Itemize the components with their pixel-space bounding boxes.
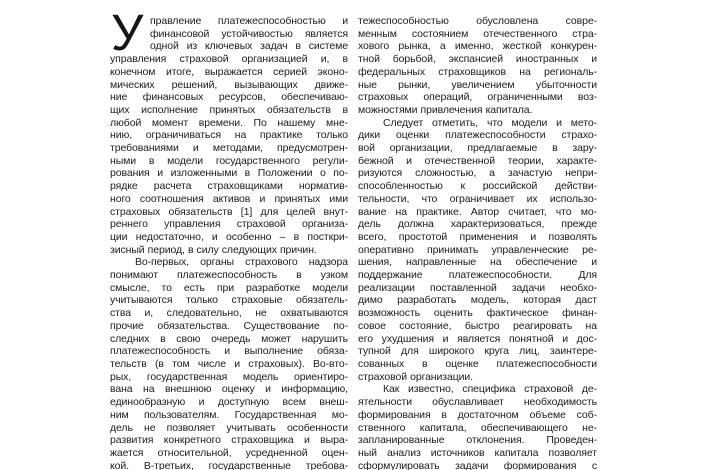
- text-line: щих исполнение принятых обязательств в: [110, 103, 348, 116]
- text-line: управления страховой организацией и, в: [110, 53, 348, 66]
- text-line: ственного капитала, обеспечивающего не-: [358, 421, 597, 434]
- text-line: его ухудшения и является понятной и дос-: [358, 332, 597, 345]
- text-line: реализации поставленной задачи необхо-: [358, 281, 597, 294]
- text-line: мических решений, вызывающих движе-: [110, 78, 348, 91]
- text-line: одной из ключевых задач в системе: [150, 40, 348, 53]
- text-line: можностями привлечения капитала.: [358, 103, 533, 116]
- text-line: рования и изложенными в Положении о по-: [110, 167, 348, 180]
- text-line: понимают платежеспособность в узком: [110, 269, 348, 282]
- text-line: дель не позволяет учитывать особенности: [110, 421, 348, 434]
- text-line: единообразную и доступную всем внеш-: [110, 396, 348, 409]
- text-line: ризуются сложностью, а зачастую непри-: [358, 167, 597, 180]
- text-line: Как известно, специфика страховой де-: [383, 383, 597, 396]
- text-line: всего, простотой применения и позволять: [358, 230, 597, 243]
- text-line: жается относительной, усредненной оцен-: [110, 446, 348, 459]
- text-line: реннего управления страховой организа-: [110, 218, 348, 231]
- text-line: любой момент времени. По нашему мне-: [110, 116, 348, 129]
- text-line: учитываются только страховые обязатель-: [110, 294, 348, 307]
- text-line: развития конкретного страховщика и выра-: [110, 434, 348, 447]
- text-line: возможность оценить фактическое финан-: [358, 307, 597, 320]
- text-line: ными в модели государственного регули-: [110, 154, 348, 167]
- text-line: тежеспособностью обусловлена совре-: [358, 15, 597, 27]
- text-line: вой организации, предлагаемые в зару-: [358, 142, 597, 155]
- text-line: тельств (в том числе и страховых). Во-вто-: [110, 357, 348, 370]
- text-column-left: [110, 4, 348, 470]
- text-line: ним пользователям. Государственная мо-: [110, 408, 348, 421]
- text-line: оперативно принимать управленческие ре-: [358, 243, 597, 256]
- text-line: ятельности обуславливает необходимость: [358, 396, 597, 409]
- text-line: формирования в достаточном объеме соб-: [358, 408, 597, 421]
- text-line: страховой организации.: [358, 370, 473, 383]
- text-line: хового рынка, а именно, жесткой конкурен-: [358, 40, 597, 53]
- text-line: Следует отметить, что модели и мето-: [383, 116, 597, 129]
- text-line: платежеспособность и выполнение обяза-: [110, 345, 348, 358]
- text-line: шения, направленные на обеспечение и: [358, 256, 597, 269]
- text-line: ние финансовых ресурсов, обеспечиваю-: [110, 91, 348, 104]
- text-line: страховых обязательств [1] для целей внут-: [110, 205, 348, 218]
- text-line: поддержание платежеспособности. Для: [358, 269, 597, 282]
- text-line: вание на практике. Автор считает, что мо-: [358, 205, 597, 218]
- text-line: тупной для широкого круга лиц, заинтере-: [358, 345, 597, 358]
- text-line: тельности, что ограничивает их использо-: [358, 192, 597, 205]
- text-line: сованных в оценке платежеспособности: [358, 357, 597, 370]
- dropcap-letter: У: [111, 4, 144, 61]
- text-line: прочие обязательства. Существование по-: [110, 319, 348, 332]
- text-line: ные рынки, увеличением убыточности: [358, 78, 597, 91]
- text-line: финансовой устойчивостью является: [150, 27, 348, 40]
- text-line: вана на внешнюю оценку и информацию,: [110, 383, 348, 396]
- text-line: ства и, следовательно, не охватываются: [110, 307, 348, 320]
- text-line: менным состоянием отечественного стра-: [358, 27, 597, 40]
- text-line: правление платежеспособностью и: [150, 15, 348, 27]
- text-line: конечном итоге, выражается серией эконо-: [110, 65, 348, 78]
- text-line: сформулировать задачи формирования с: [358, 459, 597, 470]
- text-line: дики оценки платежеспособности страхо-: [358, 129, 597, 142]
- text-line: димо разработать модель, которая даст: [358, 294, 597, 307]
- text-line: рых, государственная модель ориентиро-: [110, 370, 348, 383]
- text-line: ции недостаточно, и особенно – в посткри-: [110, 230, 348, 243]
- text-line: дель должна характеризоваться, прежде: [358, 218, 597, 231]
- text-line: ного соотношения активов и принятых ими: [110, 192, 348, 205]
- text-line: страховых операций, ограниченными воз-: [358, 91, 597, 104]
- text-line: кой. В-третьих, государственные требова-: [110, 459, 348, 470]
- text-line: смысле, то есть при разработке модели: [110, 281, 348, 294]
- text-line: бежной и отечественной теории, характе-: [358, 154, 597, 167]
- text-line: рядке расчета страховщиками норматив-: [110, 180, 348, 193]
- text-line: Во-первых, органы страхового надзора: [135, 256, 348, 269]
- text-column-right: [358, 15, 597, 470]
- text-line: ный анализ источников капитала позволяет: [358, 446, 597, 459]
- text-line: нию, ограничиваться на практике только: [110, 129, 348, 142]
- text-line: зисный период, в силу следующих причин.: [110, 243, 317, 256]
- text-line: следних в свою очередь может нарушить: [110, 332, 348, 345]
- text-line: запланированные отклонения. Проведен-: [358, 434, 597, 447]
- text-line: требованиями и методами, предусмотрен-: [110, 142, 348, 155]
- text-line: совое состояние, быстро реагировать на: [358, 319, 597, 332]
- text-line: федеральных страховщиков на региональ-: [358, 65, 597, 78]
- text-line: тной борьбой, экспансией иностранных и: [358, 53, 597, 66]
- text-line: способленностью к российской действи-: [358, 180, 597, 193]
